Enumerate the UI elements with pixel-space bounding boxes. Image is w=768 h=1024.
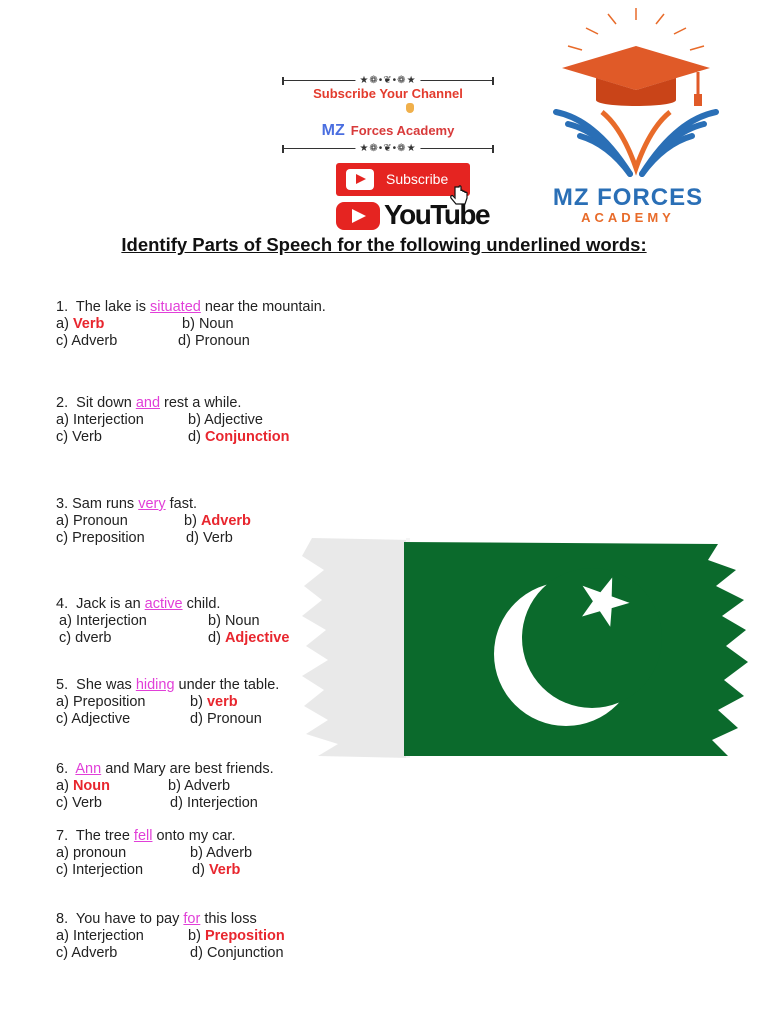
ornament-text: ★❁•❦•❁★ xyxy=(355,143,420,154)
logo-name: MZ FORCES xyxy=(552,184,704,211)
question-6 xyxy=(56,761,274,812)
pakistan-flag-icon xyxy=(298,530,748,766)
youtube-play-icon xyxy=(336,202,380,230)
question-stem: 6. Ann and Mary are best friends. xyxy=(56,761,274,777)
question-stem: 7. The tree fell onto my car. xyxy=(56,828,236,844)
subscribe-banner xyxy=(282,72,494,158)
question-2 xyxy=(56,395,290,446)
question-1 xyxy=(56,299,326,350)
option-d: Conjunction xyxy=(204,429,290,445)
graduation-cap-logo-icon xyxy=(538,8,734,188)
question-stem: 3. Sam runs very fast. xyxy=(56,496,198,512)
option-d: Interjection xyxy=(186,795,258,811)
underlined-word: for xyxy=(183,911,201,927)
underlined-word: hiding xyxy=(135,677,175,693)
option-row: c) Verb d) Interjection xyxy=(56,795,258,811)
subscribe-label: Subscribe xyxy=(386,171,449,187)
option-a: Interjection xyxy=(72,412,144,428)
option-b: Noun xyxy=(224,613,260,629)
option-row: c) dverb d) Adjective xyxy=(59,630,290,646)
option-d: Adjective xyxy=(224,630,290,646)
ornament-rule xyxy=(282,142,494,154)
option-a: pronoun xyxy=(72,845,127,861)
option-c: Adverb xyxy=(71,333,118,349)
underlined-word: active xyxy=(144,596,183,612)
option-b: Adverb xyxy=(200,513,251,529)
option-b: Adverb xyxy=(184,778,231,794)
underlined-word: fell xyxy=(133,828,153,844)
option-d: Verb xyxy=(208,862,241,878)
question-3 xyxy=(56,496,251,547)
option-a: Interjection xyxy=(75,613,147,629)
ornament-text: ★❁•❦•❁★ xyxy=(355,75,420,86)
option-d: Pronoun xyxy=(194,333,250,349)
option-row: a) Interjection b) Noun xyxy=(59,613,260,629)
option-c: Interjection xyxy=(72,862,144,878)
question-8 xyxy=(56,911,285,962)
option-d: Conjunction xyxy=(206,945,284,961)
option-b: Adjective xyxy=(204,412,263,428)
option-row: a) Noun b) Adverb xyxy=(56,778,231,794)
option-d: Verb xyxy=(202,530,233,546)
option-b: Noun xyxy=(198,316,234,332)
option-b: verb xyxy=(206,694,238,710)
ornament-rule xyxy=(282,74,494,86)
option-row: c) Adjective d) Pronoun xyxy=(56,711,262,727)
option-b: Preposition xyxy=(204,928,285,944)
option-c: Verb xyxy=(72,429,102,445)
option-row: a) Interjection b) Adjective xyxy=(56,412,263,428)
question-stem: 4. Jack is an active child. xyxy=(56,596,221,612)
underlined-word: very xyxy=(138,496,166,512)
option-d: Pronoun xyxy=(206,711,262,727)
option-row: a) pronoun b) Adverb xyxy=(56,845,253,861)
youtube-wordmark: YouTube xyxy=(384,199,490,230)
pointing-hand-icon xyxy=(406,103,414,113)
option-row: c) Verb d) Conjunction xyxy=(56,429,290,445)
logo-subtitle: ACADEMY xyxy=(581,210,675,225)
option-row: c) Adverb d) Conjunction xyxy=(56,945,284,961)
option-row: a) Verb b) Noun xyxy=(56,316,234,332)
option-b: Adverb xyxy=(206,845,253,861)
channel-prefix: MZ xyxy=(321,122,345,139)
option-c: Adverb xyxy=(71,945,118,961)
option-c: Preposition xyxy=(72,530,145,546)
underlined-word: situated xyxy=(150,299,201,315)
youtube-logo xyxy=(336,199,490,232)
option-row: c) Interjection d) Verb xyxy=(56,862,241,878)
question-stem: 5. She was hiding under the table. xyxy=(56,677,280,693)
banner-title: Subscribe Your Channel xyxy=(313,86,463,101)
option-row: a) Preposition b) verb xyxy=(56,694,238,710)
option-c: Adjective xyxy=(71,711,131,727)
question-4 xyxy=(56,596,290,647)
option-row: a) Pronoun b) Adverb xyxy=(56,513,251,529)
page-title: Identify Parts of Speech for the following underlined words: xyxy=(121,234,647,255)
option-a: Preposition xyxy=(72,694,146,710)
option-row: c) Adverb d) Pronoun xyxy=(56,333,250,349)
question-stem: 2. Sit down and rest a while. xyxy=(56,395,242,411)
question-7 xyxy=(56,828,253,879)
channel-name xyxy=(282,122,494,140)
option-c: dverb xyxy=(75,630,112,646)
option-c: Verb xyxy=(72,795,102,811)
option-a: Verb xyxy=(72,316,105,332)
underlined-word: and xyxy=(135,395,161,411)
play-icon xyxy=(346,169,374,190)
question-stem: 8. You have to pay for this loss xyxy=(56,911,257,927)
option-a: Pronoun xyxy=(72,513,128,529)
question-5 xyxy=(56,677,279,728)
question-stem: 1. The lake is situated near the mountain. xyxy=(56,299,326,315)
option-a: Interjection xyxy=(72,928,144,944)
channel-title: Forces Academy xyxy=(350,123,455,138)
option-row: c) Preposition d) Verb xyxy=(56,530,233,546)
option-row: a) Interjection b) Preposition xyxy=(56,928,285,944)
underlined-word: Ann xyxy=(75,761,102,777)
option-a: Noun xyxy=(72,778,110,794)
